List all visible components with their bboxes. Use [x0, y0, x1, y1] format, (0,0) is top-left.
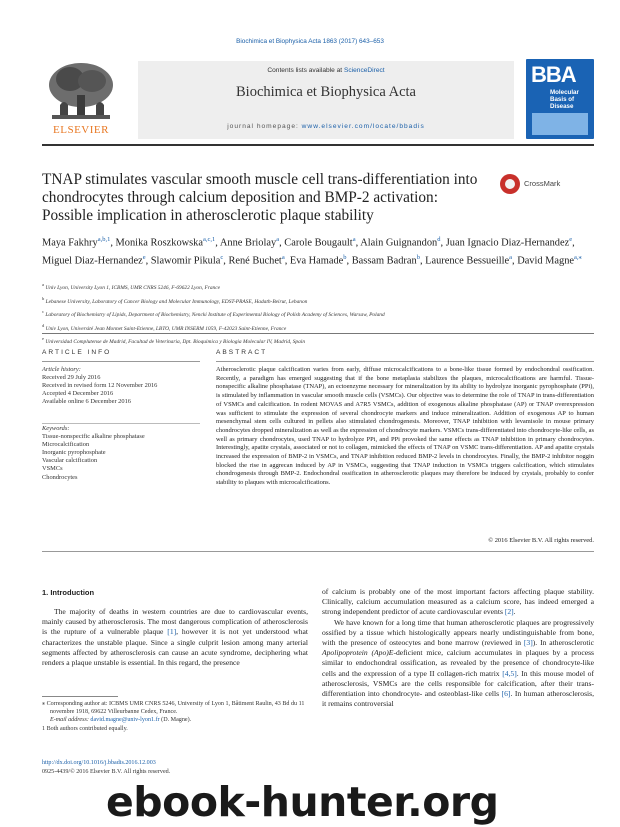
history-item: Available online 6 December 2016 [42, 398, 131, 406]
homepage-link[interactable]: www.elsevier.com/locate/bbadis [301, 123, 425, 130]
author-affiliation-marker[interactable]: a [276, 236, 280, 243]
footnote-corresponding: ⁎ Corresponding author at: ICBMS UMR CNRS 5246, University of Lyon 1, Bâtiment Raulin, 43 Bd du 11 novembre 1918, 69622 Villeurbanne Cedex, France. [42, 701, 305, 716]
affiliation-item [42, 334, 602, 348]
author-list: Maya Fakhry$^{a,b,1}$, Monika Roszkowska$^{a,c,1}$, Anne Briolay$^a$, Carole Bougault$^a$, Alain Guignandon$^d$, Juan Ignacio Diaz-Hernandez$^e$, Miguel Diaz-Hernandez$^e$, Slawomir Pikula$^c$, René Buchet$^a$, Eva Hamade$^b$, Bassam Badran$^b$, Laurence Bessueille$^a$, David Magne$^{a,⁎}$ [42, 236, 582, 267]
author-affiliation-marker[interactable]: a,c,1 [203, 236, 216, 243]
abstract-text: Atherosclerotic plaque calcification varies from early, diffuse microcalcifications to a bone-like tissue formed by endochondral ossification. Recently, a paradigm has emerged suggesting that if the bone metaplasia stabilizes the plaques, microcalcifications are harmful. Tissue-nonspecific alkaline phosphatase (TNAP), an ectoenzyme necessary for mineralization by its ability to hydrolyze inorganic pyrophosphate (PPi), is stimulated by inflammation in vascular smooth muscle cells (VSMCs). Our objective was to determine the role of TNAP in trans-differentiation of VSMCs and calcification. In rodent MOVAS and A7R5 VSMCs, addition of exogenous alkaline phosphatase (AP) or TNAP overexpression was sufficient to stimulate the expression of several chondrocyte markers and induce mineralization. Addition of exogenous AP to human mesenchymal stem cells cultured in pellets also stimulated chondrogenesis. Moreover, TNAP inhibition with levamisole in mouse primary chondrocytes dropped mineralization as well as the expression of chondrocyte markers. VSMCs trans-differentiated into chondrocyte-like cells, as well as primary chondrocytes, used TNAP to hydrolyze PPi, and PPi provoked the same effects as TNAP inhibition in primary chondrocytes. Interestingly, apatite crystals, associated or not to collagen, mimicked the effects of TNAP on VSMC trans-differentiation. AP and apatite crystals increased the expression of BMP-2 in VSMCs, and TNAP inhibition reduced BMP-2 levels in chondrocytes. Finally, the BMP-2 inhibitor noggin blocked the rise in aggrecan induced by AP in VSMCs, suggesting that TNAP induction in VSMCs triggers calcification, which stimulates chondrogenesis through BMP-2. Endochondral ossification in atherosclerotic plaques may therefore be induced by crystals, probably to confer stability to plaques with microcalcifications. [216, 366, 594, 487]
affiliation-list [42, 280, 602, 348]
author-affiliation-marker[interactable]: a [352, 236, 356, 243]
publisher-name: ELSEVIER [53, 124, 109, 136]
keyword-item: Tissue-nonspecific alkaline phosphatase [42, 433, 145, 441]
text-run: of calcium is probably one of the most important factors affecting plaque stability. Clinically, calcium accumulation measured as a calcium score, has indeed emerged a strong independent predictor of acute cardiovascular events [322, 587, 594, 617]
affiliation-text: Laboratory of Biochemistry of Lipids, Department of Biochemistry, Nencki Institute of Experimental Biology of Polish Academy of Sciences, Warsaw, Poland [44, 311, 385, 318]
section-heading-introduction: 1. Introduction [42, 588, 95, 597]
article-title: TNAP stimulates vascular smooth muscle cell trans-differentiation into chondrocytes through calcium deposition and BMP-2 activation: Possible implication in atherosclerotic plaque stability [42, 171, 478, 224]
author-name[interactable]: Carole Bougault [284, 237, 353, 249]
keywords-label: Keywords: [42, 425, 70, 432]
author-name[interactable]: Alain Guignandon [360, 237, 438, 249]
author-name[interactable]: Bassam Badran [351, 255, 417, 267]
article-info-heading: ARTICLE INFO [42, 349, 112, 356]
footnotes [42, 700, 308, 733]
body-column-right [322, 587, 594, 709]
text-run: The majority of deaths in western countries are due to cardiovascular events, mainly caused by atherosclerosis. The most dangerous complication of atherosclerosis is the rupture of a vulnerable plaque [42, 607, 308, 637]
sciencedirect-link[interactable]: ScienceDirect [343, 67, 385, 74]
watermark: ebook-hunter.org [106, 778, 499, 826]
affiliation-item [42, 321, 602, 335]
text-run: We have known for a long time that human atherosclerotic plaques are progressively ossified by a tissue which histologically appears nearly undistinguishable from bone, with the presence of osteocytes and bone marrow (reviewed in [322, 617, 594, 648]
journal-cover-image [526, 59, 594, 139]
issn-line: 0925-4439/© 2016 Elsevier B.V. All rights reserved. [42, 769, 171, 775]
keyword-item: Microcalcification [42, 441, 90, 449]
author-affiliation-marker[interactable]: a,b,1 [97, 236, 111, 243]
abstract-rule [216, 361, 594, 362]
text-run: . In this mouse model of atherosclerosis, VSMCs are the cells responsible for calcification, after their trans-differentiation into chondrocyte- and osteoblast-like cells [322, 668, 594, 699]
author-affiliation-marker[interactable]: b [416, 253, 420, 261]
cover-illustration [532, 113, 588, 135]
contents-prefix: Contents lists available at [267, 67, 344, 74]
author-affiliation-marker[interactable]: a,⁎ [574, 253, 582, 261]
email-label: E-mail address: [50, 717, 91, 724]
author-name[interactable]: David Magne [517, 255, 575, 267]
paragraph [42, 607, 308, 668]
doi-link[interactable]: http://dx.doi.org/10.1016/j.bbadis.2016.12.003 [42, 760, 156, 766]
affiliation-text: Universidad Complutense de Madrid, Facultad de Veterinaria, Dpt. Bioquimica y Biologia Molecular IV, Madrid, Spain [44, 338, 306, 345]
footnote-equal-contribution: 1 Both authors contributed equally. [42, 725, 128, 732]
author-name[interactable]: René Buchet [228, 255, 282, 267]
cover-title: BBA [531, 62, 576, 87]
affiliation-key: a [42, 282, 44, 287]
author-name[interactable]: Eva Hamade [289, 255, 344, 267]
author-affiliation-marker[interactable]: a [281, 253, 285, 261]
author-name[interactable]: Maya Fakhry [42, 237, 98, 249]
crossmark-icon [500, 174, 520, 194]
contents-line [138, 67, 514, 74]
affiliation-item [42, 307, 602, 321]
citation-link[interactable]: [4,5] [502, 668, 517, 678]
author-name[interactable]: Monika Roszkowska [115, 237, 203, 249]
author-name[interactable]: Juan Ignacio Diaz-Hernandez [445, 237, 570, 249]
email-suffix: (D. Magne). [159, 717, 192, 724]
article-info-rule [42, 361, 200, 362]
affiliation-text: Univ Lyon, Université Jean Monnet Saint-Etienne, LBTO, UMR INSERM 1059, F-42023 Saint-Etienne, France [44, 325, 287, 332]
keyword-item: Chondrocytes [42, 473, 78, 481]
affiliation-key: d [42, 322, 45, 328]
footnote-rule [42, 696, 118, 697]
journal-name: Biochimica et Biophysica Acta [236, 84, 416, 100]
affiliation-key: c [42, 309, 44, 314]
text-run: ). In atherosclerotic [532, 638, 594, 648]
affiliation-key: b [42, 295, 45, 301]
author-affiliation-marker[interactable]: e [142, 253, 146, 261]
author-affiliation-marker[interactable]: a [509, 253, 512, 261]
text-run: , however it is not yet understood what characterizes the unstable plaque. Since a single culprit lesion among many arterial segments affected by atherosclerosis can cause an acute syndrome, deciphering what renders a plaque unstable is essential. In this regard, the presence [42, 627, 309, 668]
email-link[interactable]: david.magne@univ-lyon1.fr [90, 717, 160, 724]
crossmark-label: CrossMark [524, 179, 561, 188]
author-name[interactable]: Slawomir Pikula [150, 255, 221, 267]
crossmark-badge[interactable] [500, 174, 600, 194]
divider-rule [42, 333, 594, 334]
journal-reference[interactable]: Biochimica et Biophysica Acta 1863 (2017) 643–653 [236, 38, 384, 45]
author-affiliation-marker[interactable]: b [343, 253, 347, 261]
author-name[interactable]: Anne Briolay [219, 237, 277, 249]
text-run: -deficient mice, calcium accumulates in plaques by a process similar to endochondral ossification, as revealed by the presence of chondrocyte-like cells and the expression of a type II collagen-rich matrix [322, 648, 594, 678]
abstract-heading: ABSTRACT [216, 349, 268, 356]
abstract-end-rule [42, 551, 594, 552]
text-run-italic: Apolipoprotein (Apo)E [322, 648, 394, 658]
author-affiliation-marker[interactable]: e [569, 236, 573, 243]
keywords-rule [42, 423, 200, 424]
keyword-item: Vascular calcification [42, 457, 98, 465]
abstract-copyright: © 2016 Elsevier B.V. All rights reserved. [488, 537, 594, 544]
keywords [42, 425, 200, 482]
history-item: Received 29 July 2016 [42, 374, 101, 382]
article-history [42, 366, 200, 406]
paragraph [322, 587, 594, 618]
citation-link[interactable]: [2] [504, 607, 514, 617]
affiliation-key: e [42, 336, 44, 341]
history-label: Article history: [42, 366, 81, 373]
paragraph [322, 618, 594, 710]
header-rule [42, 144, 594, 146]
affiliation-item [42, 280, 602, 294]
history-item: Accepted 4 December 2016 [42, 390, 114, 398]
author-name[interactable]: Laurence Bessueille [425, 255, 510, 267]
affiliation-item [42, 294, 602, 308]
citation-link[interactable]: [6] [501, 689, 511, 699]
history-item: Received in revised form 12 November 2016 [42, 382, 158, 390]
author-affiliation-marker[interactable]: c [220, 253, 224, 261]
homepage-line [138, 123, 514, 130]
text-run: . In human atherosclerosis, it remains controversial [322, 689, 594, 709]
affiliation-text: Lebanese University, Laboratory of Cancer Biology and Molecular Immunology, EDST-PRASE, Hadath-Beirut, Lebanon [44, 298, 308, 305]
author-name[interactable]: Miguel Diaz-Hernandez [42, 255, 143, 267]
footnote-email [42, 716, 308, 724]
citation-link[interactable]: [1] [167, 627, 177, 637]
affiliation-text: Univ Lyon, University Lyon 1, ICBMS, UMR CNRS 5246, F-69622 Lyon, France [44, 284, 221, 291]
citation-link[interactable]: [3] [523, 638, 533, 648]
body-column-left [42, 607, 308, 668]
keyword-item: Inorganic pyrophosphate [42, 449, 106, 457]
homepage-prefix: journal homepage: [227, 123, 302, 130]
author-affiliation-marker[interactable]: d [437, 236, 441, 243]
cover-subtitle: Molecular Basis of Disease [550, 89, 579, 110]
keyword-item: VSMCs [42, 465, 63, 473]
text-run: . [513, 607, 516, 617]
